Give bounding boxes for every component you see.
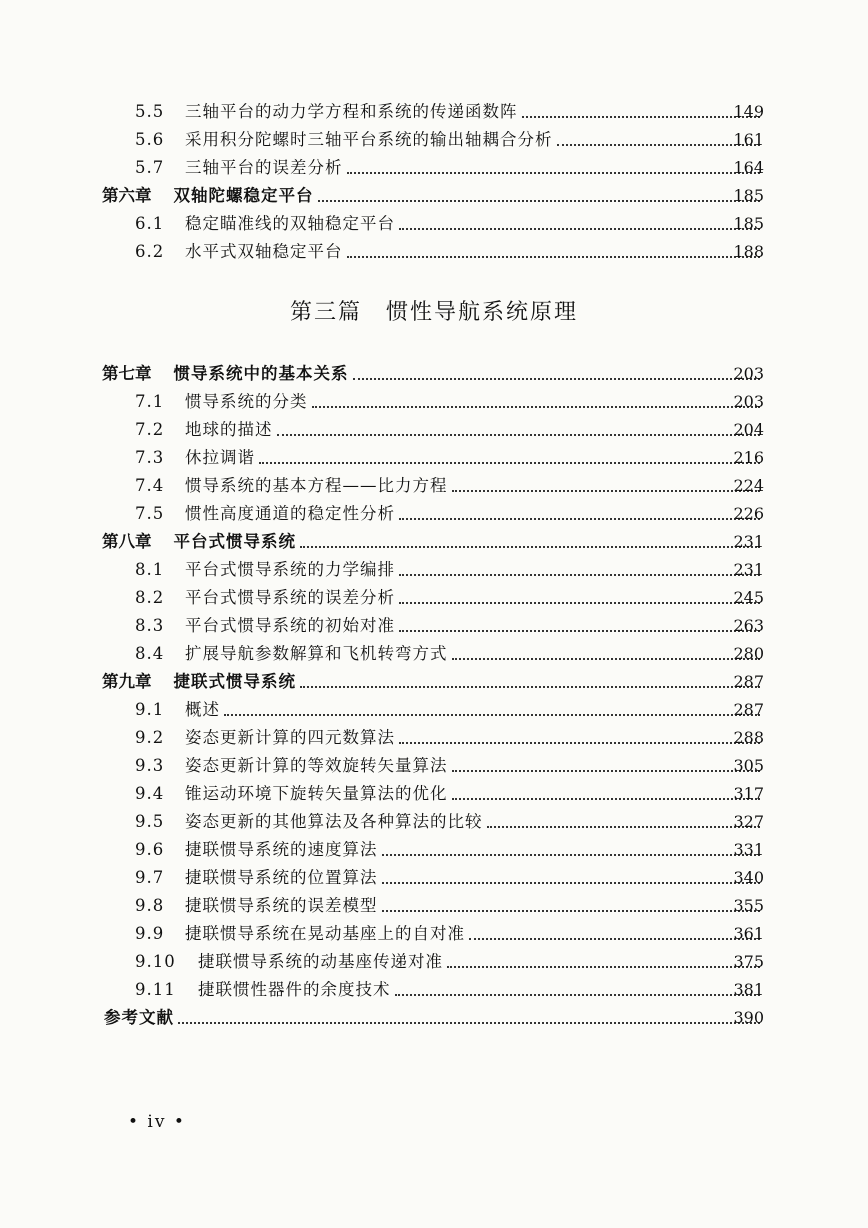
entry-page-number: 185 [733, 186, 764, 205]
entry-title: 采用积分陀螺时三轴平台系统的输出轴耦合分析 [185, 130, 553, 149]
table-of-contents [0, 98, 868, 1032]
entry-number: 9.4 [135, 784, 165, 803]
entry-title: 扩展导航参数解算和飞机转弯方式 [185, 644, 448, 663]
entry-page-number: 224 [733, 476, 764, 495]
entry-number: 7.3 [135, 448, 165, 467]
entry-title: 三轴平台的误差分析 [185, 158, 343, 177]
entry-number: 7.1 [135, 392, 165, 411]
dot-leader [399, 518, 760, 520]
toc-entry [0, 836, 868, 864]
entry-number: 6.2 [135, 242, 165, 261]
entry-number: 5.7 [135, 158, 165, 177]
entry-title: 休拉调谐 [185, 448, 255, 467]
dot-leader [224, 714, 760, 716]
entry-title: 惯导系统的基本方程——比力方程 [185, 476, 448, 495]
entry-number: 9.6 [135, 840, 165, 859]
entry-title: 概述 [185, 700, 220, 719]
dot-leader [353, 378, 761, 380]
toc-entry [0, 556, 868, 584]
entry-page-number: 226 [733, 504, 764, 523]
entry-title: 捷联惯导系统在晃动基座上的自对准 [185, 924, 465, 943]
entry-page-number: 231 [733, 532, 764, 551]
entry-page-number: 203 [733, 364, 764, 383]
chapter-number: 第八章 [102, 532, 152, 551]
toc-entry [0, 892, 868, 920]
entry-number: 8.2 [135, 588, 165, 607]
entry-number: 9.7 [135, 868, 165, 887]
toc-chapter-entry [0, 528, 868, 556]
chapter-title: 捷联式惯导系统 [173, 672, 296, 691]
toc-entry [0, 472, 868, 500]
entry-title: 水平式双轴稳定平台 [185, 242, 343, 261]
toc-chapter-entry [0, 182, 868, 210]
entry-title: 捷联惯导系统的动基座传递对准 [198, 952, 443, 971]
entry-number: 5.5 [135, 102, 165, 121]
chapter-number: 第七章 [102, 364, 152, 383]
toc-entry [0, 126, 868, 154]
dot-leader [347, 256, 761, 258]
toc-entry [0, 808, 868, 836]
entry-number: 9.2 [135, 728, 165, 747]
entry-number: 8.1 [135, 560, 165, 579]
dot-leader [382, 854, 761, 856]
toc-entry [0, 238, 868, 266]
entry-page-number: 381 [733, 980, 764, 999]
dot-leader [312, 406, 761, 408]
entry-page-number: 340 [733, 868, 764, 887]
entry-title: 平台式惯导系统的初始对准 [185, 616, 395, 635]
entry-page-number: 355 [733, 896, 764, 915]
entry-number: 9.11 [135, 980, 176, 999]
dot-leader [178, 1022, 760, 1024]
part-title: 惯性导航系统原理 [386, 300, 579, 325]
entry-number: 9.5 [135, 812, 165, 831]
entry-title: 惯性高度通道的稳定性分析 [185, 504, 395, 523]
dot-leader [557, 144, 761, 146]
entry-title: 姿态更新的其他算法及各种算法的比较 [185, 812, 483, 831]
chapter-title: 惯导系统中的基本关系 [173, 364, 349, 383]
dot-leader [399, 228, 760, 230]
dot-leader [382, 910, 761, 912]
toc-chapter-entry [0, 668, 868, 696]
entry-page-number: 287 [733, 672, 764, 691]
toc-entry [0, 500, 868, 528]
entry-title: 惯导系统的分类 [185, 392, 308, 411]
entry-page-number: 231 [733, 560, 764, 579]
entry-title: 平台式惯导系统的力学编排 [185, 560, 395, 579]
dot-leader [447, 966, 760, 968]
entry-number: 8.3 [135, 616, 165, 635]
entry-page-number: 305 [733, 756, 764, 775]
entry-number: 9.1 [135, 700, 165, 719]
dot-leader [452, 490, 761, 492]
entry-title: 姿态更新计算的四元数算法 [185, 728, 395, 747]
dot-leader [399, 574, 760, 576]
toc-block-lower [0, 360, 868, 1032]
dot-leader [259, 462, 760, 464]
chapter-title: 平台式惯导系统 [173, 532, 296, 551]
toc-entry [0, 696, 868, 724]
toc-entry [0, 416, 868, 444]
entry-page-number: 204 [733, 420, 764, 439]
dot-leader [399, 630, 760, 632]
toc-entry [0, 948, 868, 976]
dot-leader [452, 658, 761, 660]
references-title: 参考文献 [104, 1008, 174, 1027]
toc-entry [0, 864, 868, 892]
toc-entry [0, 154, 868, 182]
toc-entry [0, 612, 868, 640]
entry-page-number: 317 [733, 784, 764, 803]
dot-leader [452, 770, 761, 772]
toc-entry [0, 444, 868, 472]
dot-leader [300, 546, 760, 548]
dot-leader [277, 434, 761, 436]
entry-page-number: 188 [733, 242, 764, 261]
chapter-number: 第六章 [102, 186, 152, 205]
entry-title: 地球的描述 [185, 420, 273, 439]
dot-leader [382, 882, 761, 884]
entry-number: 8.4 [135, 644, 165, 663]
toc-entry [0, 98, 868, 126]
dot-leader [469, 938, 760, 940]
toc-block-upper [0, 98, 868, 266]
dot-leader [318, 200, 761, 202]
entry-page-number: 327 [733, 812, 764, 831]
part-heading [0, 266, 868, 360]
entry-title: 稳定瞄准线的双轴稳定平台 [185, 214, 395, 233]
entry-page-number: 288 [733, 728, 764, 747]
entry-number: 9.9 [135, 924, 165, 943]
entry-page-number: 245 [733, 588, 764, 607]
entry-title: 三轴平台的动力学方程和系统的传递函数阵 [185, 102, 518, 121]
toc-entry [0, 752, 868, 780]
entry-page-number: 331 [733, 840, 764, 859]
dot-leader [487, 826, 761, 828]
toc-entry [0, 210, 868, 238]
entry-page-number: 185 [733, 214, 764, 233]
entry-title: 捷联惯性器件的余度技术 [198, 980, 391, 999]
entry-page-number: 287 [733, 700, 764, 719]
entry-title: 锥运动环境下旋转矢量算法的优化 [185, 784, 448, 803]
entry-number: 7.2 [135, 420, 165, 439]
toc-entry [0, 388, 868, 416]
entry-number: 9.10 [135, 952, 176, 971]
entry-page-number: 149 [733, 102, 764, 121]
dot-leader [395, 994, 761, 996]
entry-number: 9.8 [135, 896, 165, 915]
entry-title: 捷联惯导系统的位置算法 [185, 868, 378, 887]
entry-page-number: 390 [733, 1008, 764, 1027]
toc-references-entry [0, 1004, 868, 1032]
entry-number: 5.6 [135, 130, 165, 149]
entry-title: 捷联惯导系统的速度算法 [185, 840, 378, 859]
toc-entry [0, 724, 868, 752]
entry-page-number: 375 [733, 952, 764, 971]
entry-number: 9.3 [135, 756, 165, 775]
entry-page-number: 263 [733, 616, 764, 635]
entry-page-number: 361 [733, 924, 764, 943]
dot-leader [452, 798, 761, 800]
toc-chapter-entry [0, 360, 868, 388]
dot-leader [300, 686, 760, 688]
dot-leader [399, 602, 760, 604]
entry-number: 6.1 [135, 214, 165, 233]
toc-entry [0, 780, 868, 808]
entry-page-number: 216 [733, 448, 764, 467]
toc-entry [0, 920, 868, 948]
entry-page-number: 280 [733, 644, 764, 663]
entry-title: 姿态更新计算的等效旋转矢量算法 [185, 756, 448, 775]
entry-page-number: 161 [733, 130, 764, 149]
toc-entry [0, 976, 868, 1004]
entry-title: 平台式惯导系统的误差分析 [185, 588, 395, 607]
toc-entry [0, 584, 868, 612]
chapter-title: 双轴陀螺稳定平台 [173, 186, 314, 205]
entry-number: 7.5 [135, 504, 165, 523]
entry-number: 7.4 [135, 476, 165, 495]
dot-leader [522, 116, 761, 118]
dot-leader [399, 742, 760, 744]
page-folio: • iv • [128, 1112, 186, 1132]
entry-page-number: 203 [733, 392, 764, 411]
dot-leader [347, 172, 761, 174]
part-number: 第三篇 [289, 300, 362, 325]
toc-entry [0, 640, 868, 668]
chapter-number: 第九章 [102, 672, 152, 691]
entry-page-number: 164 [733, 158, 764, 177]
entry-title: 捷联惯导系统的误差模型 [185, 896, 378, 915]
